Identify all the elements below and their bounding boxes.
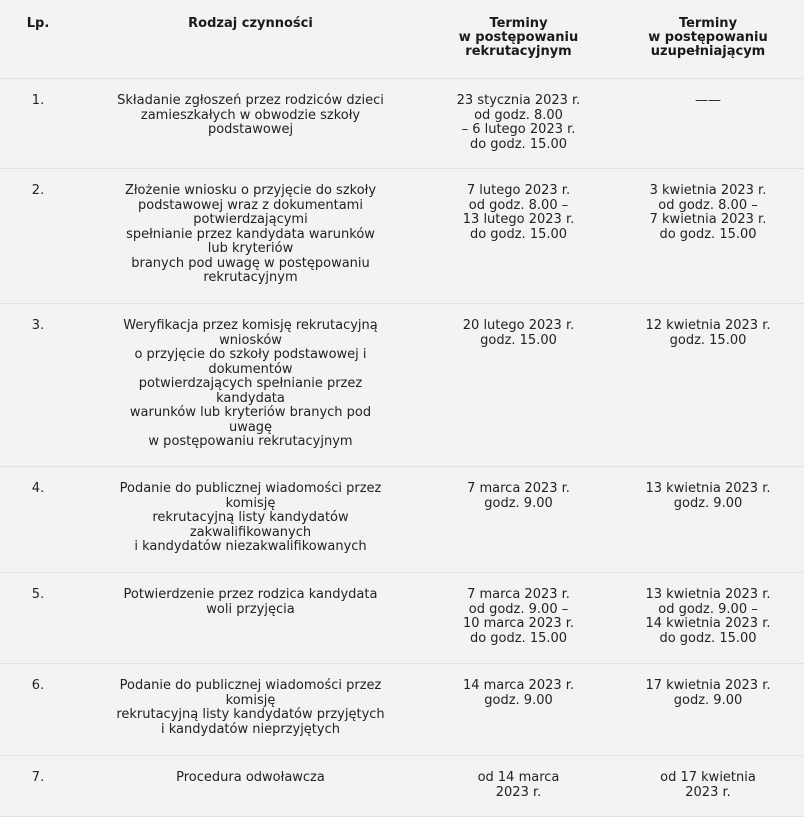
recruitment-date-cell: od 14 marca 2023 r. [425, 756, 612, 817]
activity-cell: Potwierdzenie przez rodzica kandydata woli przyjęcia [76, 573, 425, 664]
table-row [0, 169, 804, 304]
supplementary-date-cell: 17 kwietnia 2023 r. godz. 9.00 [612, 664, 804, 756]
row-number: 3. [0, 304, 76, 467]
row-number: 4. [0, 467, 76, 573]
header-lp: Lp. [0, 0, 76, 79]
header-recruitment-dates: Terminy w postępowaniu rekrutacyjnym [425, 0, 612, 79]
row-number: 1. [0, 79, 76, 169]
row-number: 5. [0, 573, 76, 664]
table-row [0, 573, 804, 664]
activity-cell: Procedura odwoławcza [76, 756, 425, 817]
supplementary-date-cell: 12 kwietnia 2023 r. godz. 15.00 [612, 304, 804, 467]
header-activity: Rodzaj czynności [76, 0, 425, 79]
row-number: 7. [0, 756, 76, 817]
activity-cell: Weryfikacja przez komisję rekrutacyjną wniosków o przyjęcie do szkoły podstawowej i dokumentów potwierdzających spełnianie przez kandydata warunków lub kryteriów branych pod uwagę w postępowaniu rekrutacyjnym [76, 304, 425, 467]
activity-cell: Podanie do publicznej wiadomości przez komisję rekrutacyjną listy kandydatów zakwalifikowanych i kandydatów niezakwalifikowanych [76, 467, 425, 573]
table-row [0, 467, 804, 573]
supplementary-date-cell: 13 kwietnia 2023 r. godz. 9.00 [612, 467, 804, 573]
recruitment-date-cell: 23 stycznia 2023 r. od godz. 8.00 – 6 lutego 2023 r. do godz. 15.00 [425, 79, 612, 169]
header-supplementary-dates: Terminy w postępowaniu uzupełniającym [612, 0, 804, 79]
supplementary-date-cell: —— [612, 79, 804, 169]
recruitment-date-cell: 20 lutego 2023 r. godz. 15.00 [425, 304, 612, 467]
table-row [0, 756, 804, 817]
table-row [0, 304, 804, 467]
recruitment-date-cell: 7 marca 2023 r. od godz. 9.00 – 10 marca 2023 r. do godz. 15.00 [425, 573, 612, 664]
activity-cell: Składanie zgłoszeń przez rodziców dzieci zamieszkałych w obwodzie szkoły podstawowej [76, 79, 425, 169]
row-number: 6. [0, 664, 76, 756]
recruitment-date-cell: 7 marca 2023 r. godz. 9.00 [425, 467, 612, 573]
supplementary-date-cell: 13 kwietnia 2023 r. od godz. 9.00 – 14 kwietnia 2023 r. do godz. 15.00 [612, 573, 804, 664]
activity-cell: Podanie do publicznej wiadomości przez komisję rekrutacyjną listy kandydatów przyjętych i kandydatów nieprzyjętych [76, 664, 425, 756]
supplementary-date-cell: 3 kwietnia 2023 r. od godz. 8.00 – 7 kwietnia 2023 r. do godz. 15.00 [612, 169, 804, 304]
activity-cell: Złożenie wniosku o przyjęcie do szkoły podstawowej wraz z dokumentami potwierdzającymi spełnianie przez kandydata warunków lub kryteriów branych pod uwagę w postępowaniu rekrutacyjnym [76, 169, 425, 304]
table-header-row [0, 0, 804, 79]
recruitment-date-cell: 14 marca 2023 r. godz. 9.00 [425, 664, 612, 756]
row-number: 2. [0, 169, 76, 304]
table-row [0, 664, 804, 756]
recruitment-date-cell: 7 lutego 2023 r. od godz. 8.00 – 13 lutego 2023 r. do godz. 15.00 [425, 169, 612, 304]
supplementary-date-cell: od 17 kwietnia 2023 r. [612, 756, 804, 817]
table-row [0, 79, 804, 169]
